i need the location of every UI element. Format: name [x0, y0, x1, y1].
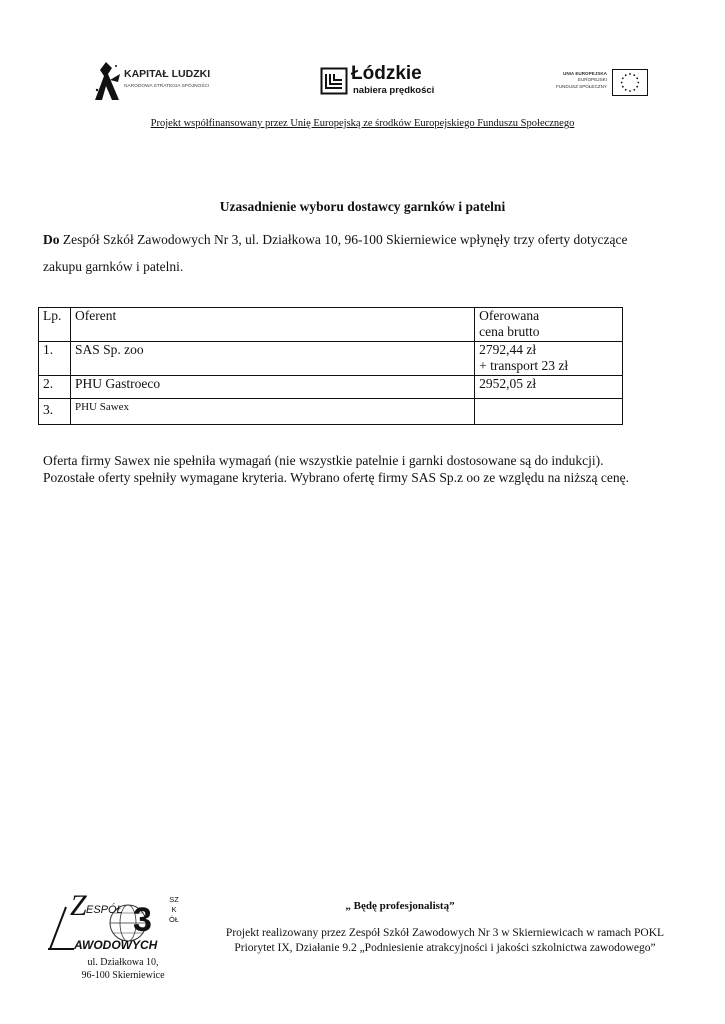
- kapital-ludzki-title: KAPITAŁ LUDZKI: [124, 68, 211, 80]
- lodzkie-subtitle: nabiera prędkości: [353, 85, 435, 96]
- header-price: [475, 308, 623, 342]
- row-price: [475, 399, 623, 425]
- svg-text:AWODOWYCH: AWODOWYCH: [74, 938, 158, 952]
- row-offeror: PHU Gastroeco: [70, 376, 474, 399]
- eu-line-2: EUROPEJSKI: [577, 77, 607, 83]
- conclusion-line-1: Oferta firmy Sawex nie spełniła wymagań (nie wszystkie patelnie i garnki dostosowane są do indukcji).: [43, 453, 604, 468]
- intro-line-1: [43, 232, 627, 248]
- lodzkie-emblem-icon: [320, 67, 348, 97]
- row-price-line-2: + transport 23 zł: [479, 358, 569, 373]
- eu-line-1: UNIA EUROPEJSKA: [563, 71, 607, 76]
- header-price-line-2: cena brutto: [479, 324, 540, 339]
- row-price: [475, 342, 623, 376]
- table-row: [39, 399, 623, 425]
- table-header-row: [39, 308, 623, 342]
- svg-text:Z: Z: [70, 893, 87, 922]
- header-lp: Lp.: [39, 308, 71, 342]
- kapital-ludzki-logo: [92, 60, 232, 102]
- motto: „ Będę profesjonalistą”: [345, 900, 455, 912]
- footer-address-line-1: ul. Działkowa 10,: [87, 957, 159, 968]
- footer-project-line-2: Priorytet IX, Działanie 9.2 „Podniesienie atrakcyjności i jakości szkolnictwa zawodowego”: [234, 941, 656, 954]
- conclusion: [43, 452, 629, 486]
- eu-text: [556, 71, 607, 90]
- footer-address-line-2: 96-100 Skierniewice: [81, 970, 165, 981]
- row-price: [475, 376, 623, 399]
- kapital-ludzki-subtitle: NARODOWA STRATEGIA SPÓJNOŚCI: [124, 84, 210, 89]
- row-lp: 3.: [39, 399, 71, 425]
- footer-address: [68, 956, 178, 982]
- eu-logo: [548, 68, 650, 98]
- intro-bold-word: Do: [43, 232, 60, 247]
- row-offeror: PHU Sawex: [70, 399, 474, 425]
- table-row: [39, 376, 623, 399]
- row-offeror: SAS Sp. zoo: [70, 342, 474, 376]
- eu-line-3: FUNDUSZ SPOŁECZNY: [555, 83, 607, 89]
- footer-project-line-1: Projekt realizowany przez Zespół Szkół Zawodowych Nr 3 w Skierniewicach w ramach POKL: [225, 927, 665, 939]
- header-offeror: Oferent: [70, 308, 474, 342]
- intro-line-2: zakupu garnków i patelni.: [43, 259, 184, 274]
- table-row: [39, 342, 623, 376]
- offers-table: [38, 307, 623, 425]
- svg-text:3: 3: [133, 901, 152, 939]
- school-logo-szkol: SZKÓŁ: [169, 895, 180, 924]
- header-price-line-1: Oferowana: [479, 308, 540, 323]
- cofinance-note: Projekt współfinansowany przez Unię Europejską ze środków Europejskiego Funduszu Społecznego: [150, 118, 575, 129]
- row-lp: 1.: [39, 342, 71, 376]
- footer-project-text: [205, 926, 685, 955]
- row-price-line-1: 2792,44 zł: [479, 342, 537, 357]
- kapital-ludzki-emblem-icon: [92, 60, 122, 102]
- intro-line-1-text: Zespół Szkół Zawodowych Nr 3, ul. Działkowa 10, 96-100 Skierniewice wpłynęły trzy oferty dotyczące: [59, 232, 628, 247]
- lodzkie-title: Łódzkie: [351, 63, 422, 84]
- row-lp: 2.: [39, 376, 71, 399]
- svg-text:ESPÓŁ: ESPÓŁ: [86, 904, 123, 916]
- eu-flag-icon: [612, 69, 648, 96]
- lodzkie-logo: [320, 63, 440, 100]
- row-price-line-1: 2952,05 zł: [479, 376, 537, 391]
- conclusion-line-2: Pozostałe oferty spełniły wymagane kryteria. Wybrano ofertę firmy SAS Sp.z oo ze względu na niższą cenę.: [43, 470, 629, 485]
- document-title: Uzasadnienie wyboru dostawcy garnków i patelni: [219, 199, 506, 214]
